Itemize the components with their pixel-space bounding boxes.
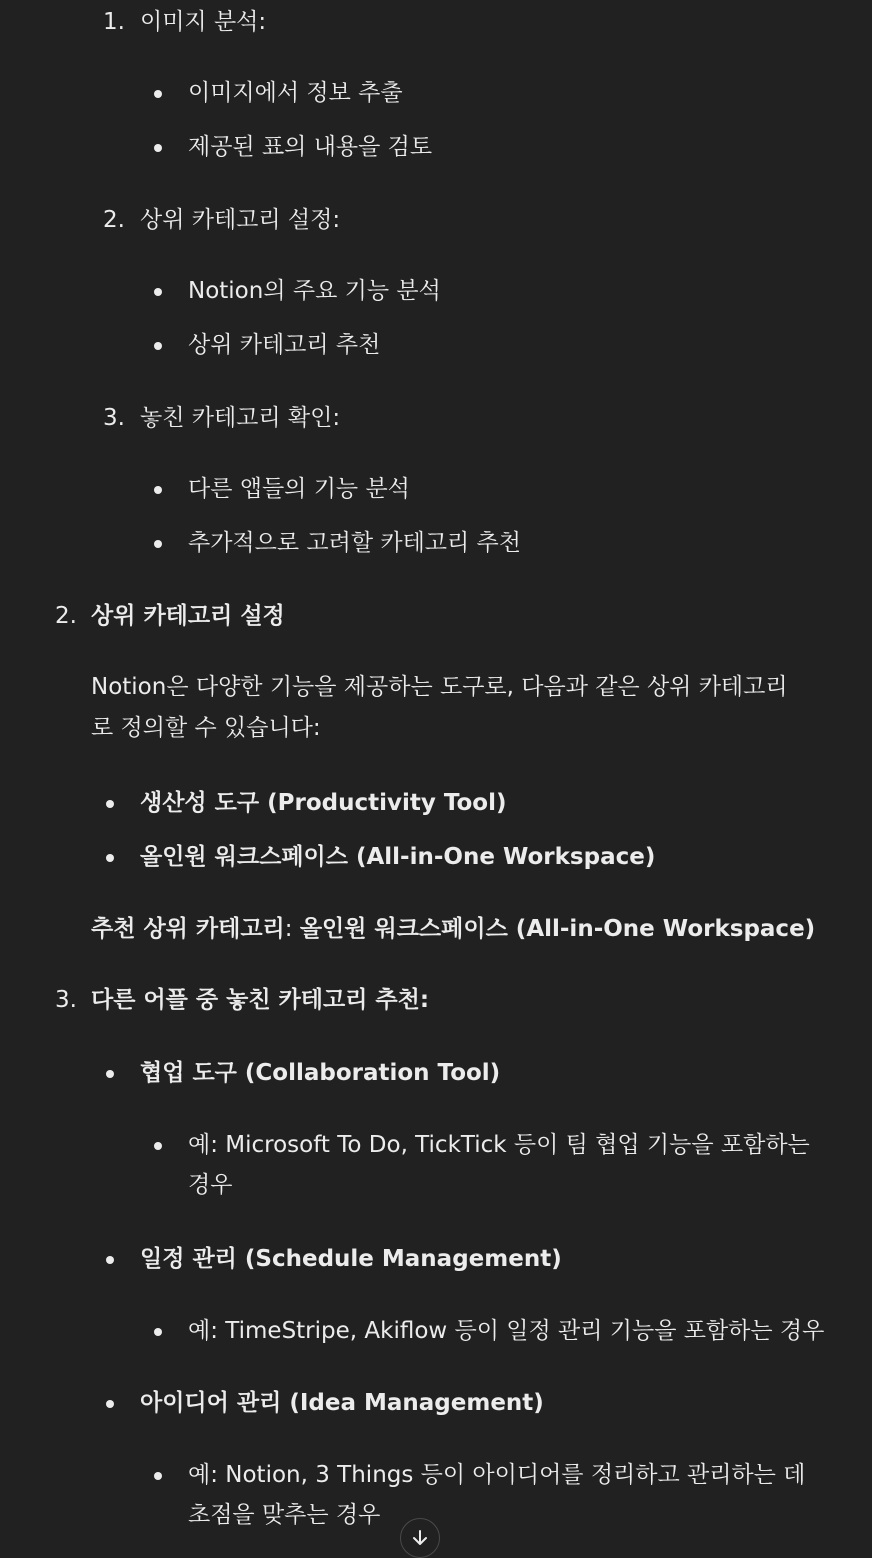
bullet-dot — [106, 800, 114, 808]
bullet-dot — [154, 90, 162, 98]
bullet-dot — [154, 1328, 162, 1336]
list-item: 아이디어 관리 (Idea Management) — [140, 1390, 544, 1416]
sub-list-title: 이미지 분석: — [140, 9, 267, 35]
bullet-dot — [154, 1472, 162, 1480]
list-item: 다른 앱들의 기능 분석 — [188, 476, 410, 502]
list-item: Notion의 주요 기능 분석 — [188, 278, 441, 304]
sub-list-number: 1. — [103, 9, 125, 35]
recommendation-separator: : — [284, 916, 293, 942]
list-item: 상위 카테고리 추천 — [188, 332, 381, 358]
section-title: 상위 카테고리 설정 — [91, 603, 285, 629]
example-line: 초점을 맞추는 경우 — [188, 1502, 381, 1528]
bullet-dot — [106, 1400, 114, 1408]
bullet-dot — [154, 1142, 162, 1150]
list-item: 일정 관리 (Schedule Management) — [140, 1246, 562, 1272]
example-line: 예: Notion, 3 Things 등이 아이디어를 정리하고 관리하는 데 — [188, 1462, 806, 1488]
list-item: 생산성 도구 (Productivity Tool) — [140, 790, 507, 816]
list-item: 협업 도구 (Collaboration Tool) — [140, 1060, 501, 1086]
sub-list-title: 놓친 카테고리 확인: — [140, 405, 341, 431]
recommendation-label: 추천 상위 카테고리 — [91, 916, 285, 942]
bullet-dot — [154, 342, 162, 350]
scroll-to-bottom-button[interactable] — [400, 1518, 440, 1558]
example-line: 예: Microsoft To Do, TickTick 등이 팀 협업 기능을 포함하는 — [188, 1132, 810, 1158]
sub-list-title: 상위 카테고리 설정: — [140, 207, 341, 233]
bullet-dot — [154, 288, 162, 296]
bullet-dot — [106, 854, 114, 862]
sub-list-number: 3. — [103, 405, 125, 431]
section-title: 다른 어플 중 놓친 카테고리 추천: — [91, 987, 430, 1013]
paragraph-line: Notion은 다양한 기능을 제공하는 도구로, 다음과 같은 상위 카테고리 — [91, 674, 788, 700]
bullet-dot — [154, 144, 162, 152]
section-number: 2. — [55, 603, 77, 629]
arrow-down-icon — [410, 1528, 430, 1548]
bullet-dot — [154, 540, 162, 548]
bullet-dot — [106, 1256, 114, 1264]
list-item: 올인원 워크스페이스 (All-in-One Workspace) — [140, 844, 656, 870]
section-number: 3. — [55, 987, 77, 1013]
list-item: 이미지에서 정보 추출 — [188, 80, 403, 106]
list-item: 추가적으로 고려할 카테고리 추천 — [188, 530, 521, 556]
paragraph-line: 로 정의할 수 있습니다: — [91, 715, 321, 741]
recommendation-line — [91, 909, 815, 949]
recommendation-value: 올인원 워크스페이스 (All-in-One Workspace) — [299, 916, 816, 942]
bullet-dot — [154, 486, 162, 494]
example-line: 경우 — [188, 1172, 233, 1198]
bullet-dot — [106, 1070, 114, 1078]
sub-list-number: 2. — [103, 207, 125, 233]
example-line: 예: TimeStripe, Akiflow 등이 일정 관리 기능을 포함하는 경우 — [188, 1318, 825, 1344]
list-item: 제공된 표의 내용을 검토 — [188, 134, 433, 160]
